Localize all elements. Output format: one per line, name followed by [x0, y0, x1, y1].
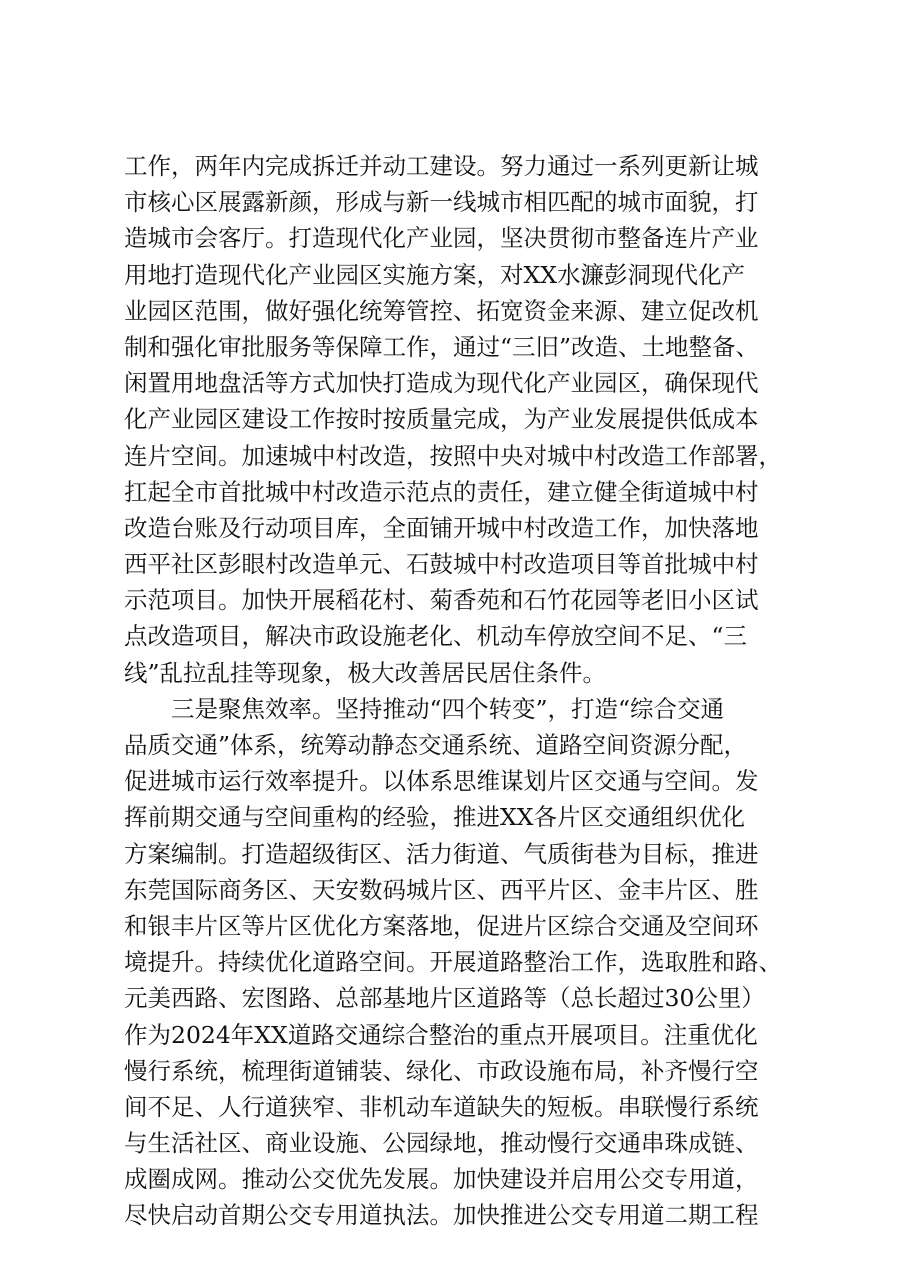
text-line: 示范项目。加快开展稻花村、菊香苑和石竹花园等老旧小区试 [124, 586, 759, 615]
text-line: 业园区范围，做好强化统筹管控、拓宽资金来源、建立促改机 [124, 296, 759, 325]
text-line: 用地打造现代化产业园区实施方案，对XX水濂彭洞现代化产 [124, 260, 745, 289]
text-line: 尽快启动首期公交专用道执法。加快推进公交专用道二期工程 [124, 1201, 759, 1230]
text-line: 挥前期交通与空间重构的经验，推进XX各片区交通组织优化 [124, 803, 745, 832]
text-line: 品质交通”体系，统筹动静态交通系统、道路空间资源分配， [124, 731, 748, 759]
text-line: 工作，两年内完成拆迁并动工建设。努力通过一系列更新让城 [124, 152, 759, 180]
text-line: 境提升。持续优化道路空间。开展道路整治工作，选取胜和路、 [124, 948, 782, 977]
text-line: 改造台账及行动项目库，全面铺开城中村改造工作，加快落地 [124, 513, 759, 542]
text-line: 作为2024年XX道路交通综合整治的重点开展项目。注重优化 [124, 1020, 758, 1049]
text-line: 西平社区彭眼村改造单元、石鼓城中村改造项目等首批城中村 [124, 550, 759, 579]
text-line: 间不足、人行道狭窄、非机动车道缺失的短板。串联慢行系统 [124, 1092, 759, 1121]
text-line: 造城市会客厅。打造现代化产业园，坚决贯彻市整备连片产业 [124, 224, 759, 253]
text-line: 扛起全市首批城中村改造示范点的责任，建立健全街道城中村 [124, 477, 759, 506]
text-line: 与生活社区、商业设施、公园绿地，推动慢行交通串珠成链、 [124, 1129, 759, 1158]
text-line: 点改造项目，解决市政设施老化、机动车停放空间不足、“三 [124, 622, 748, 651]
text-line: 化产业园区建设工作按时按质量完成，为产业发展提供低成本 [124, 405, 759, 434]
paragraph-start-line: 三是聚焦效率。坚持推动“四个转变”，打造“综合交通 [171, 694, 725, 723]
text-line: 促进城市运行效率提升。以体系思维谋划片区交通与空间。发 [124, 767, 759, 796]
text-line: 元美西路、宏图路、总部基地片区道路等（总长超过30公里） [124, 984, 765, 1013]
text-line: 成圈成网。推动公交优先发展。加快建设并启用公交专用道， [124, 1165, 759, 1194]
text-line: 连片空间。加速城中村改造，按照中央对城中村改造工作部署， [124, 441, 782, 470]
text-line: 线”乱拉乱挂等现象，极大改善居民居住条件。 [124, 658, 607, 687]
text-line: 东莞国际商务区、天安数码城片区、西平片区、金丰片区、胜 [124, 875, 759, 904]
text-line: 市核心区展露新颜，形成与新一线城市相匹配的城市面貌，打 [124, 188, 759, 217]
body-text [124, 148, 804, 1234]
text-line: 慢行系统，梳理街道铺装、绿化、市政设施布局，补齐慢行空 [124, 1056, 759, 1085]
text-line: 方案编制。打造超级街区、活力街道、气质街巷为目标，推进 [124, 839, 759, 868]
text-line: 制和强化审批服务等保障工作，通过“三旧”改造、土地整备、 [124, 332, 760, 361]
text-line: 闲置用地盘活等方式加快打造成为现代化产业园区，确保现代 [124, 369, 759, 398]
text-line: 和银丰片区等片区优化方案落地，促进片区综合交通及空间环 [124, 911, 759, 940]
